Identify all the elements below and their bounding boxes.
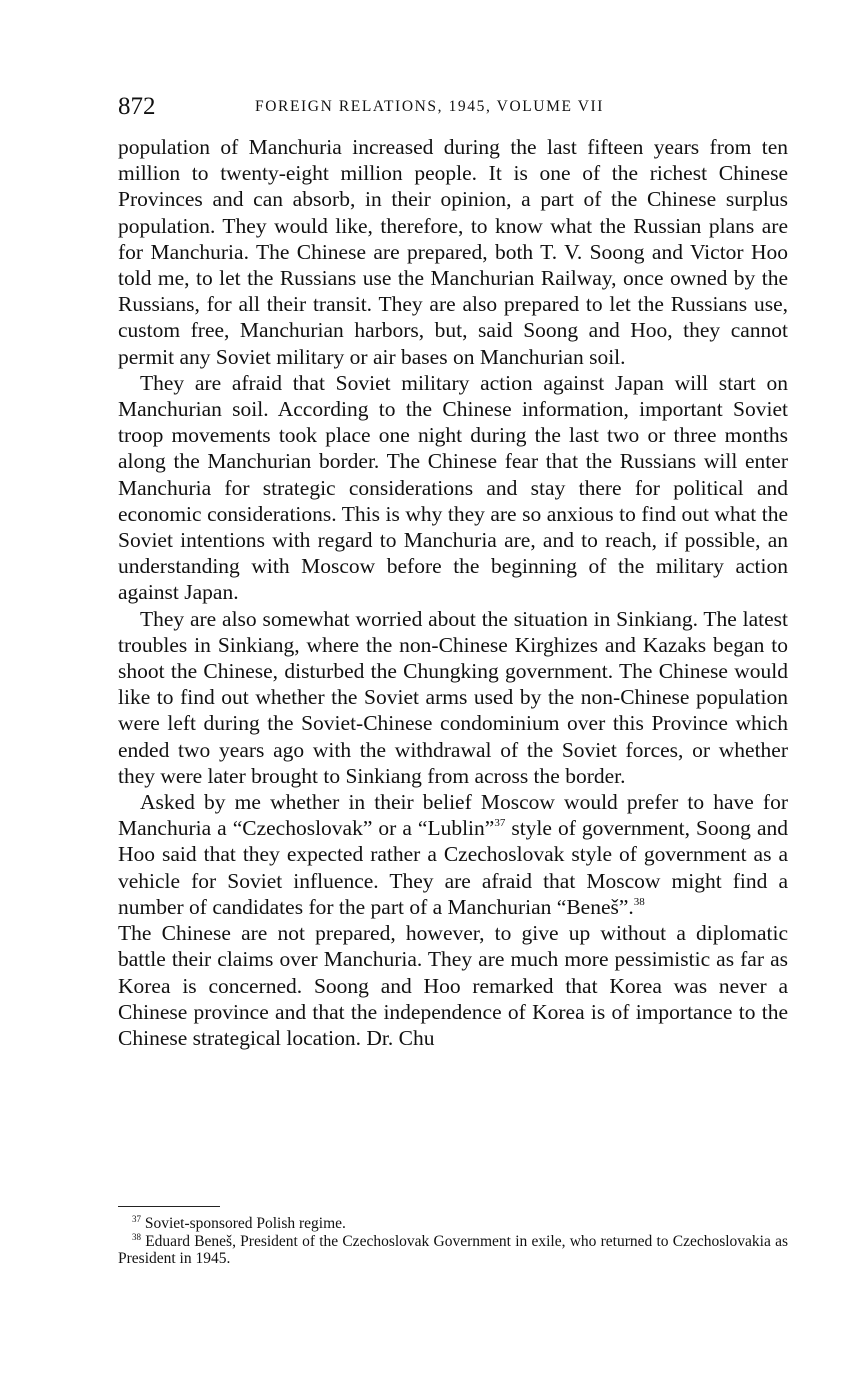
footnote-ref-38: 38 bbox=[633, 895, 645, 908]
paragraph-5: The Chinese are not prepared, however, to give up without a diplomatic battle their claims over Manchuria. They are much more pessimistic as far as Korea is concerned. Soong and Hoo remarked that Korea was never a Chinese province and that the independence of Korea is of importance to the Chinese strategical location. Dr. Chu bbox=[118, 921, 788, 1050]
footnotes bbox=[118, 1215, 788, 1268]
paragraph-4-part-1: Asked by me whether in their belief Moscow would prefer to have for Manchuria a “Czechoslovak” or a “Lublin” bbox=[118, 790, 788, 841]
footnote-marker: 37 bbox=[132, 1214, 141, 1224]
paragraph-1: population of Manchuria increased during the last fifteen years from ten million to twenty-eight million people. It is one of the richest Chinese Provinces and can absorb, in their opinion, a part of the Chinese surplus population. They would like, therefore, to know what the Russian plans are for Manchuria. The Chinese are prepared, both T. V. Soong and Victor Hoo told me, to let the Russians use the Manchurian Railway, once owned by the Russians, for all their transit. They are also prepared to let the Russians use, custom free, Manchurian harbors, but, said Soong and Hoo, they cannot permit any Soviet military or air bases on Manchurian soil. bbox=[118, 135, 788, 369]
footnote-marker: 38 bbox=[132, 1231, 141, 1242]
paragraph-3: They are also somewhat worried about the situation in Sinkiang. The latest troubles in Sinkiang, where the non-Chinese Kirghizes and Kazaks began to shoot the Chinese, disturbed the Chungking government. The Chinese would like to find out whether the Soviet arms used by the non-Chinese population were left during the Soviet-Chinese condominium over this Province which ended two years ago with the withdrawal of the Soviet forces, or whether they were later brought to Sinkiang from across the border. bbox=[118, 606, 788, 788]
page-number: 872 bbox=[118, 93, 156, 120]
footnote-divider bbox=[118, 1206, 220, 1207]
footnote-text: Soviet-sponsored Polish regime. bbox=[141, 1215, 346, 1232]
paragraph-2: They are afraid that Soviet military action against Japan will start on Manchurian soil. According to the Chinese information, important Soviet troop movements took place one night during the last two or three months along the Manchurian border. The Chinese fear that the Russians will enter Manchuria for strategic considerations and stay there for political and economic considerations. This is why they are so anxious to find out what the Soviet intentions with regard to Manchuria are, and to reach, if possible, an understanding with Moscow before the beginning of the military action against Japan. bbox=[118, 370, 788, 605]
paragraph-4 bbox=[118, 789, 788, 920]
body-text bbox=[118, 134, 788, 1051]
footnote-37 bbox=[118, 1215, 788, 1233]
footnote-38 bbox=[118, 1233, 788, 1268]
footnote-ref-37: 37 bbox=[494, 817, 506, 830]
running-head: FOREIGN RELATIONS, 1945, VOLUME VII bbox=[255, 98, 605, 115]
paragraph-4-part-2: style of government, Soong and Hoo said that they expected rather a Czechoslovak style of government as a vehicle for Soviet influence. They are afraid that Moscow might find a number of candidates for the part of a Manchurian “Beneš”. bbox=[118, 816, 788, 919]
footnote-text: Eduard Beneš, President of the Czechoslovak Government in exile, who returned to Czechoslovakia as President in 1945. bbox=[118, 1232, 788, 1267]
page-header bbox=[118, 92, 788, 122]
